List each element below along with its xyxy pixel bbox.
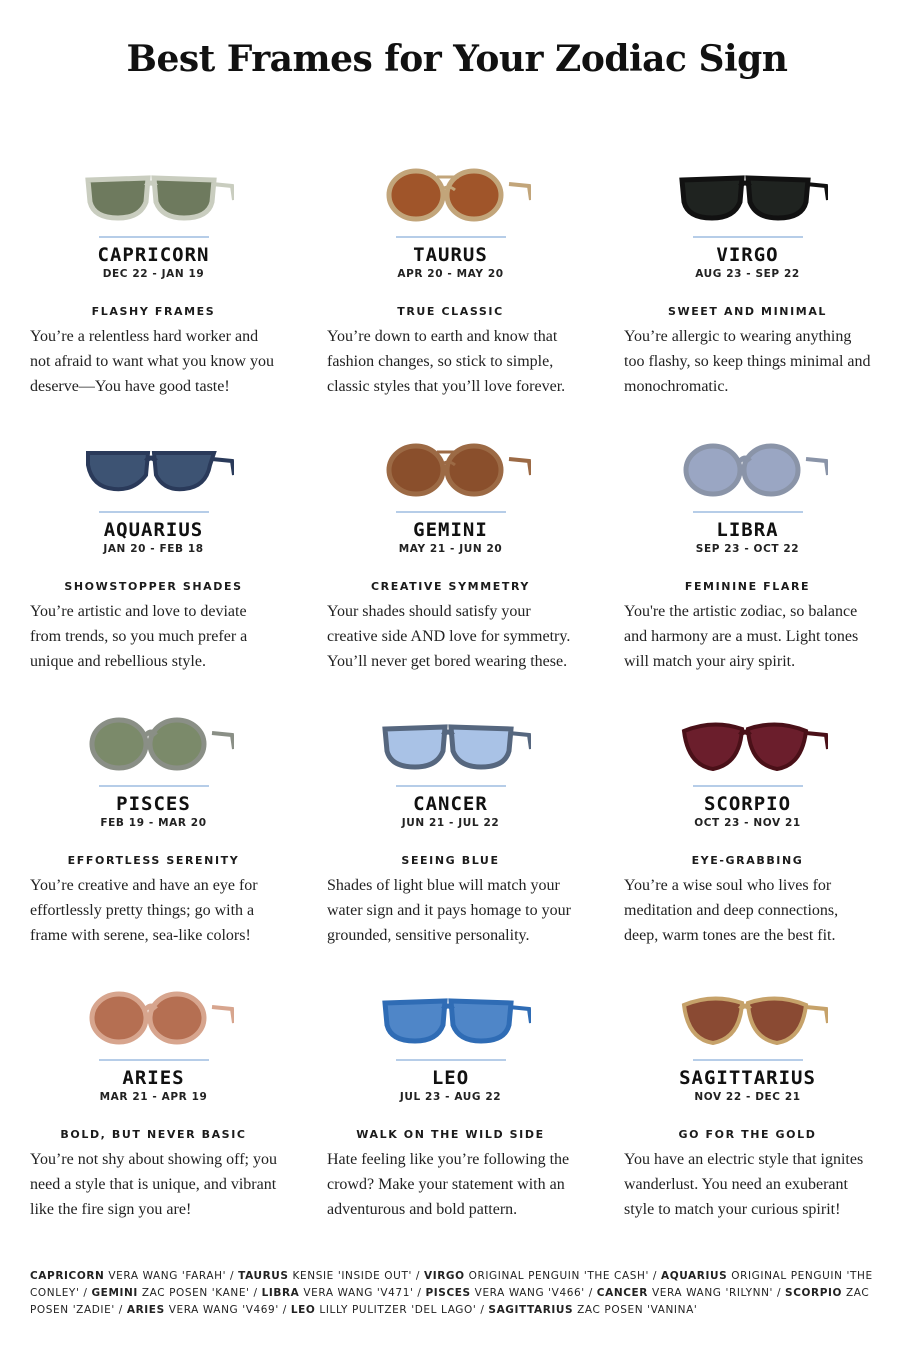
sign-name: LEO: [431, 1067, 470, 1089]
divider-rule: [396, 785, 506, 787]
sign-tagline: WALK ON THE WILD SIDE: [356, 1128, 545, 1141]
sign-description: Your shades should satisfy your creative side AND love for symmetry. You’ll never get bored wearing these.: [327, 603, 571, 670]
sign-dates: APR 20 - MAY 20: [397, 268, 504, 280]
credit-item: [91, 1287, 249, 1299]
sign-name: CANCER: [413, 793, 488, 815]
divider-rule: [396, 1059, 506, 1061]
sign-name: LIBRA: [716, 519, 779, 541]
sunglasses-icon: [5, 435, 302, 515]
credit-sign: PISCES: [425, 1287, 471, 1299]
sunglasses-icon: [5, 709, 302, 789]
divider-rule: [396, 236, 506, 238]
divider-rule: [99, 236, 209, 238]
sign-dates: DEC 22 - JAN 19: [102, 268, 205, 280]
sign-name: ARIES: [122, 1067, 185, 1089]
sign-description: Shades of light blue will match your water sign and it pays homage to your grounded, sensitive personality.: [327, 877, 571, 944]
credit-frame: VERA WANG 'RILYNN': [651, 1287, 774, 1299]
sign-dates: SEP 23 - OCT 22: [695, 543, 800, 555]
credit-item: [238, 1270, 412, 1282]
credit-sign: AQUARIUS: [661, 1270, 728, 1282]
sign-name: AQUARIUS: [103, 519, 204, 541]
sign-tagline: BOLD, BUT NEVER BASIC: [60, 1128, 247, 1141]
credit-item: [30, 1270, 226, 1282]
sign-name: CAPRICORN: [97, 244, 210, 266]
sign-tagline: EYE-GRABBING: [691, 854, 804, 867]
credit-frame: ORIGINAL PENGUIN 'THE CONLEY': [30, 1270, 873, 1299]
credit-sign: VIRGO: [423, 1270, 465, 1282]
credit-item: [425, 1287, 584, 1299]
credit-sign: ARIES: [126, 1304, 165, 1316]
sign-name: TAURUS: [413, 244, 488, 266]
sign-description: You're the artistic zodiac, so balance and harmony are a must. Light tones will match your airy spirit.: [624, 603, 859, 670]
sunglasses-icon: [302, 435, 599, 515]
page-title: Best Frames for Your Zodiac Sign: [126, 38, 788, 80]
credit-sign: CAPRICORN: [30, 1270, 105, 1282]
divider-rule: [99, 1059, 209, 1061]
sunglasses-icon: [5, 160, 302, 240]
sign-dates: NOV 22 - DEC 21: [694, 1091, 801, 1103]
frame-credits: CAPRICORN VERA WANG 'FARAH' / TAURUS KENSIE 'INSIDE OUT' / VIRGO ORIGINAL PENGUIN 'THE CASH' / AQUARIUS ORIGINAL PENGUIN 'THE CONLEY' / GEMINI ZAC POSEN 'KANE' / LIBRA VERA WANG 'V471' / PISCES VERA WANG 'V466' / CANCER VERA WANG 'RILYNN' / SCORPIO ZAC POSEN 'ZADIE' / ARIES VERA WANG 'V469' / LEO LILLY PULITZER 'DEL LAGO' / SAGITTARIUS ZAC POSEN 'VANINA': [30, 1270, 873, 1316]
divider-rule: [693, 511, 803, 513]
sign-description: You’re a wise soul who lives for meditation and deep connections, deep, warm tones are the best fit.: [624, 877, 839, 944]
divider-rule: [693, 236, 803, 238]
divider-rule: [693, 1059, 803, 1061]
sign-dates: MAY 21 - JUN 20: [398, 543, 503, 555]
credit-frame: ZAC POSEN 'VANINA': [577, 1304, 698, 1316]
sign-tagline: EFFORTLESS SERENITY: [67, 854, 240, 867]
credit-frame: VERA WANG 'V471': [303, 1287, 414, 1299]
sign-name: SCORPIO: [703, 793, 792, 815]
credit-frame: ORIGINAL PENGUIN 'THE CASH': [468, 1270, 649, 1282]
credit-sign: LIBRA: [261, 1287, 300, 1299]
credit-item: [597, 1287, 773, 1299]
sign-dates: JUL 23 - AUG 22: [399, 1091, 502, 1103]
credit-sign: CANCER: [596, 1287, 648, 1299]
sign-tagline: SHOWSTOPPER SHADES: [64, 580, 243, 593]
credit-item: [291, 1304, 477, 1316]
credit-frame: KENSIE 'INSIDE OUT': [292, 1270, 412, 1282]
credit-frame: VERA WANG 'FARAH': [108, 1270, 227, 1282]
sign-dates: OCT 23 - NOV 21: [694, 817, 801, 829]
sunglasses-icon: [599, 709, 896, 789]
credit-frame: ZAC POSEN 'ZADIE': [30, 1287, 870, 1316]
sign-description: Hate feeling like you’re following the crowd? Make your statement with an adventurous and bold pattern.: [327, 1151, 570, 1218]
sign-dates: AUG 23 - SEP 22: [695, 268, 800, 280]
credit-item: [488, 1304, 697, 1316]
credit-item: [127, 1304, 279, 1316]
sunglasses-icon: [302, 983, 599, 1063]
credit-item: [424, 1270, 649, 1282]
sign-description: You have an electric style that ignites wanderlust. You need an exuberant style to match your curious spirit!: [624, 1151, 864, 1218]
credit-frame: VERA WANG 'V466': [474, 1287, 585, 1299]
sign-tagline: GO FOR THE GOLD: [678, 1128, 817, 1141]
sign-tagline: FEMININE FLARE: [684, 580, 811, 593]
sign-description: You’re artistic and love to deviate from trends, so you much prefer a unique and rebellious style.: [30, 603, 248, 670]
sign-description: You’re creative and have an eye for effortlessly pretty things; go with a frame with serene, sea-like colors!: [30, 877, 258, 944]
sunglasses-icon: [5, 983, 302, 1063]
sign-tagline: SWEET AND MINIMAL: [667, 305, 828, 318]
credit-frame: LILLY PULITZER 'DEL LAGO': [319, 1304, 477, 1316]
sign-name: PISCES: [116, 793, 191, 815]
sign-description: You’re not shy about showing off; you need a style that is unique, and vibrant like the fire sign you are!: [30, 1151, 277, 1218]
sunglasses-icon: [599, 983, 896, 1063]
divider-rule: [99, 511, 209, 513]
credit-frame: VERA WANG 'V469': [168, 1304, 279, 1316]
sign-name: VIRGO: [716, 244, 779, 266]
sunglasses-icon: [599, 435, 896, 515]
divider-rule: [396, 511, 506, 513]
credit-frame: ZAC POSEN 'KANE': [141, 1287, 250, 1299]
sign-description: You’re a relentless hard worker and not afraid to want what you know you deserve—You have good taste!: [30, 328, 274, 395]
sign-tagline: CREATIVE SYMMETRY: [370, 580, 530, 593]
sign-dates: FEB 19 - MAR 20: [100, 817, 207, 829]
sign-dates: MAR 21 - APR 19: [99, 1091, 208, 1103]
sign-name: SAGITTARIUS: [679, 1067, 816, 1089]
sunglasses-icon: [599, 160, 896, 240]
sign-tagline: FLASHY FRAMES: [91, 305, 216, 318]
sign-tagline: TRUE CLASSIC: [397, 305, 504, 318]
credit-sign: SAGITTARIUS: [488, 1304, 574, 1316]
credit-sign: SCORPIO: [785, 1287, 843, 1299]
sign-dates: JAN 20 - FEB 18: [103, 543, 204, 555]
sign-description: You’re allergic to wearing anything too flashy, so keep things minimal and monochromatic.: [624, 328, 871, 395]
credit-sign: GEMINI: [91, 1287, 138, 1299]
sunglasses-icon: [302, 160, 599, 240]
sign-tagline: SEEING BLUE: [401, 854, 500, 867]
divider-rule: [693, 785, 803, 787]
credit-sign: TAURUS: [238, 1270, 289, 1282]
sign-description: You’re down to earth and know that fashion changes, so stick to simple, classic styles that you’ll love forever.: [327, 328, 566, 395]
credit-sign: LEO: [290, 1304, 316, 1316]
sunglasses-icon: [302, 709, 599, 789]
credit-item: [262, 1287, 414, 1299]
sign-dates: JUN 21 - JUL 22: [401, 817, 500, 829]
sign-name: GEMINI: [413, 519, 488, 541]
divider-rule: [99, 785, 209, 787]
